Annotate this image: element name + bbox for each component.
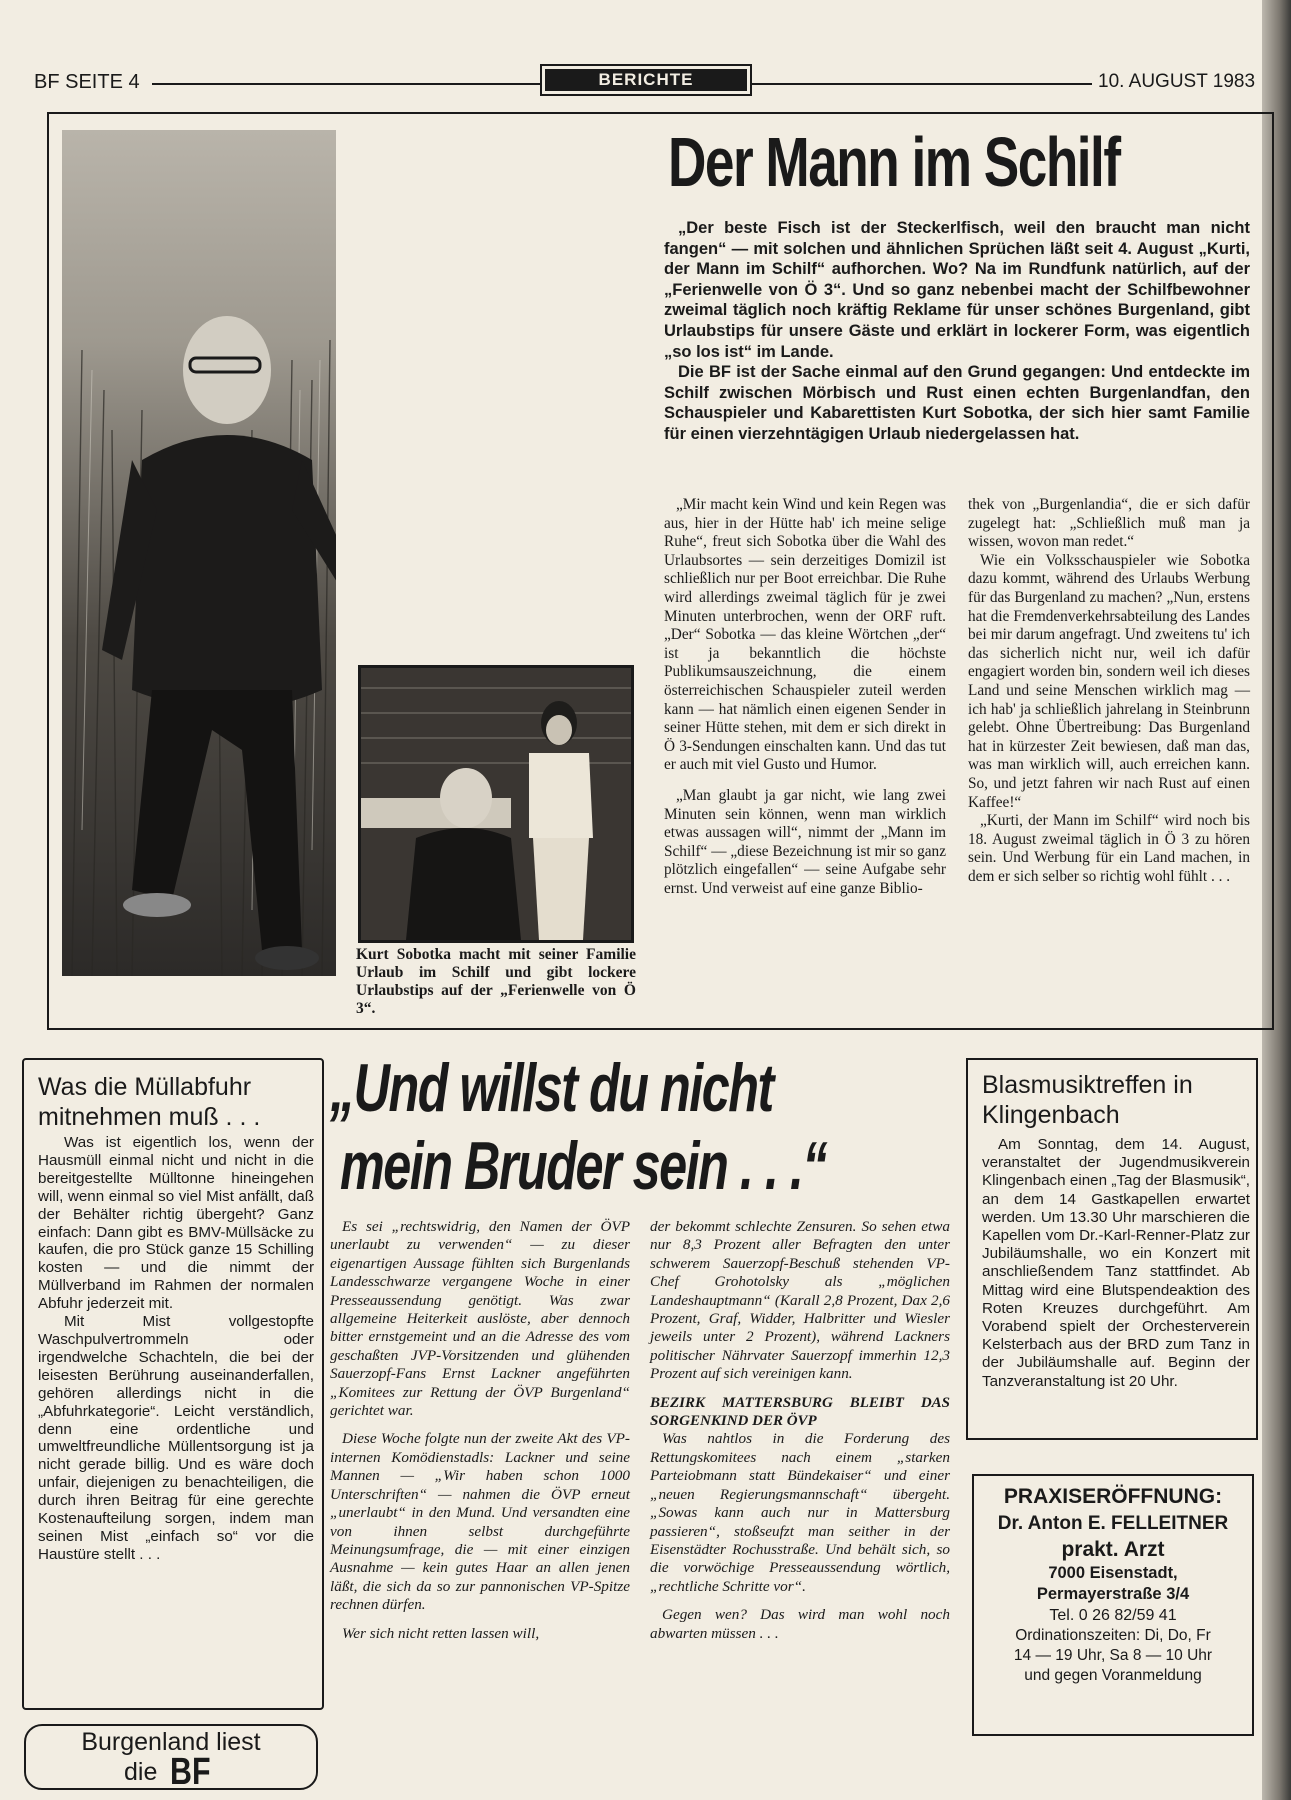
bruder-headline-1: „Und willst du nicht	[330, 1050, 773, 1126]
issue-date: 10. AUGUST 1983	[1098, 71, 1256, 92]
blasmusik-body: Am Sonntag, dem 14. August, veranstaltet der Jugendmusikverein Klingenbach einen „Tag der Blasmusik“, an dem 14 Gastkapellen erwartet werden. Um 13.30 Uhr marschieren die Kapellen vom Dr.-Karl-Renner-Platz zur Jubiläumshalle, wo ein Konzert mit anschließendem Tanz stattfindet. Ab Mittag wird eine Blutspendeaktion des Roten Kreuzes durchgeführt. Am Vorabend spielt der Orchesterverein Kelsterbach aus der BRD zum Tanz in der Jubiläumshalle auf. Beginn der Tanzveranstaltung ist 20 Uhr.	[982, 1136, 1250, 1390]
article-col2-p3: „Kurti, der Mann im Schilf“ wird noch bis 18. August zweimal täglich in Ö 3 zu hören sein. Und Werbung für ein Land machen, in dem er sich selber so richtig wohl fühlt . . .	[968, 812, 1250, 885]
header-rule-right	[752, 83, 1092, 85]
section-box	[540, 64, 752, 96]
lead-text-1: „Der beste Fisch ist der Steckerlfisch, weil den braucht man nicht fangen“ — mit solchen und ähnlichen Sprüchen läßt seit 4. August „Kurti, der Mann im Schilf“ aufhorchen. Wo? Na im Rundfunk natürlich, auf der „Ferienwelle von Ö 3“. Und so ganz nebenbei macht der Schilfbewohner zweimal täglich noch kräftig Reklame für unser schönes Burgenland, gibt Urlaubstips für unsere Gäste und erklärt in lockerer Form, was eigentlich „so los ist“ im Lande.	[664, 219, 1250, 361]
lead-text-2: Die BF ist der Sache einmal auf den Grund gegangen: Und entdeckte im Schilf zwischen Mörbisch und Rust einen echten Burgenlandfan, den Schauspieler und Kabarettisten Kurt Sobotka, der sich hier samt Familie für einen vierzehntägigen Urlaub niedergelassen hat.	[664, 363, 1250, 443]
ad-line-1: PRAXISERÖFFNUNG:	[1003, 1485, 1223, 1508]
photo-caption: Kurt Sobotka macht mit seiner Familie Urlaub im Schilf und gibt lockere Urlaubstips auf der „Ferienwelle von Ö 3“.	[356, 946, 636, 1017]
ad-line-8: 14 — 19 Uhr, Sa 8 — 10 Uhr	[1013, 1647, 1213, 1664]
bruder-col1-p1: Es sei „rechtswidrig, den Namen der ÖVP unerlaubt zu verwenden“ — zu dieser eigenartigen Aussage fühlten sich Burgenlands Landesschwarze vergangene Woche in einer Presseaussendung genötigt. Was zwar allgemeine Heiterkeit auslöste, aber dennoch bitter ernstgemeint und an die Adresse des vom geschaßten JVP-Vorsitzenden und glühenden Sauerzopf-Fans Ernst Lackner angeführten „Komitees zur Rettung der ÖVP Burgenland“ gerichtet war.	[330, 1218, 630, 1420]
promo-line-1: Burgenland liest	[81, 1728, 261, 1756]
blasmusik-title: Blasmusiktreffen in Klingenbach	[982, 1071, 1193, 1129]
ad-line-9: und gegen Voranmeldung	[1024, 1667, 1202, 1684]
man-in-reeds-image	[62, 130, 336, 976]
ad-line-2: Dr. Anton E. FELLEITNER	[997, 1513, 1229, 1534]
inset-photo	[358, 665, 634, 943]
ad-line-5: Permayerstraße 3/4	[1036, 1585, 1190, 1603]
article-col2-p2: Wie ein Volksschauspieler wie Sobotka dazu kommt, während des Urlaubs Werbung für das Burgenland zu machen? „Nun, erstens hat die Fremdenverkehrsabteilung des Landes bei mir darum angefragt. Und zweitens tu' ich das sicherlich nicht nur, weil ich dafür engagiert worden bin, sondern weil ich dieses Land und seine Menschen wirklich mag — ich hab' ja schließlich jahrelang in Steinbrunn gelebt. Ohne Übertreibung: Das Burgenland hat in kürzester Zeit bewiesen, daß man das, was man wirklich will, auch erreichen kann. So, und jetzt fahren wir nach Rust auf einen Kaffee!“	[968, 551, 1250, 811]
ad-line-7: Ordinationszeiten: Di, Do, Fr	[1015, 1627, 1211, 1644]
muell-p1: Was ist eigentlich los, wenn der Hausmüll einmal nicht und nicht in die bereitgestellte Mülltonne hineingehen will, wenn einmal so viel Mist anfällt, daß der Behälter richtig übergeht? Ganz einfach: Dann gibt es BMV-Müllsäcke zu kaufen, die pro Stück ganze 15 Schilling kosten — und die nimmt der Müllverband im Rahmen der normalen Abfuhr jederzeit mit.	[38, 1134, 314, 1313]
family-hut-image	[361, 668, 631, 940]
header-rule-left	[152, 83, 540, 85]
main-headline: Der Mann im Schilf	[668, 123, 1120, 201]
bruder-column-1	[330, 1218, 630, 1643]
main-photo	[62, 130, 336, 976]
bf-logo: BF	[170, 1751, 211, 1793]
ad-line-3: prakt. Arzt	[1061, 1538, 1165, 1561]
bruder-col1-p2: Diese Woche folgte nun der zweite Akt des VP-internen Komödienstadls: Lackner und seine Mannen — „Wir haben schon 1000 Unterschriften“ — nahmen die ÖVP erneut „unerlaubt“ in den Mund. Und versandten eine von ihnen selbst durchgeführte Meinungsumfrage, die — mit einer einzigen Ausnahme — kein gutes Haar an allen jenen läßt, die sich da so zur pannonischen VP-Spitze rechnen dürfen.	[330, 1430, 630, 1614]
bruder-col2-p2: Was nahtlos in die Forderung des Rettungskomitees nach einem „starken Parteiobmann statt Bündekaiser“ und einer „neuen Regierungsmannschaft“ übergeht. „Sowas kann auch nur in Mattersburg passieren“, stoßseufzt man seither in der Eisenstädter Rochusstraße. Und behält sich, so die vorwöchige Presseaussendung wörtlich, „rechtliche Schritte vor“.	[650, 1430, 950, 1595]
article-column-2	[968, 496, 1250, 886]
muell-p2: Mit Mist vollgestopfte Waschpulvertrommeln oder irgendwelche Schachteln, die bei der leisesten Berührung auseinanderfallen, gehören allerdings nicht in die „Abfuhrkategorie“. Leicht verständlich, denn eine ordentliche und umweltfreundliche Müllentsorgung ist ja nicht gerade billig. Und es wäre doch unfair, diejenigen zu benachteiligen, die durch ihren Beitrag für eine gerechte Kostenaufteilung sorgen, indem man seinen Mist „einfach so“ vor die Haustüre stellt . . .	[38, 1313, 314, 1563]
article-col1-p2: „Man glaubt ja gar nicht, wie lang zwei Minuten sein können, wenn man wirklich etwas aussagen will“, nimmt der „Mann im Schilf“ — „diese Bezeichnung ist mir so ganz plötzlich eingefallen“ — seine Aufgabe sehr ernst. Und verweist auf eine ganze Biblio-	[664, 786, 946, 897]
bruder-subhead: BEZIRK MATTERSBURG BLEIBT DAS SORGENKIND DER ÖVP	[650, 1394, 950, 1430]
ad-line-6: Tel. 0 26 82/59 41	[1049, 1607, 1177, 1624]
bruder-col2-p1: der bekommt schlechte Zensuren. So sehen etwa nur 8,3 Prozent aller Befragten den unter schwerem Sauerzopf-Beschuß stehenden VP-Chef Grohotolsky als „möglichen Landeshauptmann“ (Karall 2,8 Prozent, Dax 2,6 Prozent, Graf, Widder, Halbritter und Wiesler jeweils unter 2 Prozent), während Lackners politischer Nährvater Sauerzopf immerhin 12,3 Prozent auf sich vereinigen kann.	[650, 1218, 950, 1383]
lead-paragraph	[664, 218, 1250, 445]
article-col1-p1: „Mir macht kein Wind und kein Regen was aus, hier in der Hütte hab' ich meine selige Ruhe“, freut sich Sobotka über die Wahl des Urlaubsortes — sein derzeitiges Domizil ist schließlich nur per Boot erreichbar. Die Ruhe wird allerdings zweimal täglich für je zwei Minuten unterbrochen, wenn der ORF ruft. „Der“ Sobotka — das kleine Wörtchen „der“ ist ja bekanntlich die höchste Publikumsauszeichnung, die einem österreichischen Schauspieler zuteil werden kann — hat nämlich einen eigenen Sender in seiner Hütte stehen, mit dem er sich direkt in Ö 3-Sendungen einschalten kann. Und das tut er auch mit viel Gusto und Humor.	[664, 496, 946, 774]
bruder-col2-p3: Gegen wen? Das wird man wohl noch abwarten müssen . . .	[650, 1606, 950, 1642]
ad-line-4: 7000 Eisenstadt,	[1048, 1564, 1178, 1582]
section-label: BERICHTE	[545, 69, 747, 91]
muell-body	[38, 1134, 314, 1564]
bruder-col1-p3: Wer sich nicht retten lassen will,	[342, 1624, 540, 1642]
article-col2-p1: thek von „Burgenlandia“, die er sich dafür zugelegt hat: „Schließlich muß man ja wissen, wovon man redet.“	[968, 496, 1250, 551]
promo-line-2: die	[124, 1758, 158, 1786]
article-column-1	[664, 496, 946, 898]
bruder-column-2	[650, 1218, 950, 1643]
ad-content	[974, 1484, 1252, 1686]
muell-title: Was die Müllabfuhr mitnehmen muß . . .	[38, 1073, 261, 1131]
bruder-headline-2: mein Bruder sein . . .“	[340, 1128, 827, 1204]
page-label: BF SEITE 4	[34, 71, 140, 93]
